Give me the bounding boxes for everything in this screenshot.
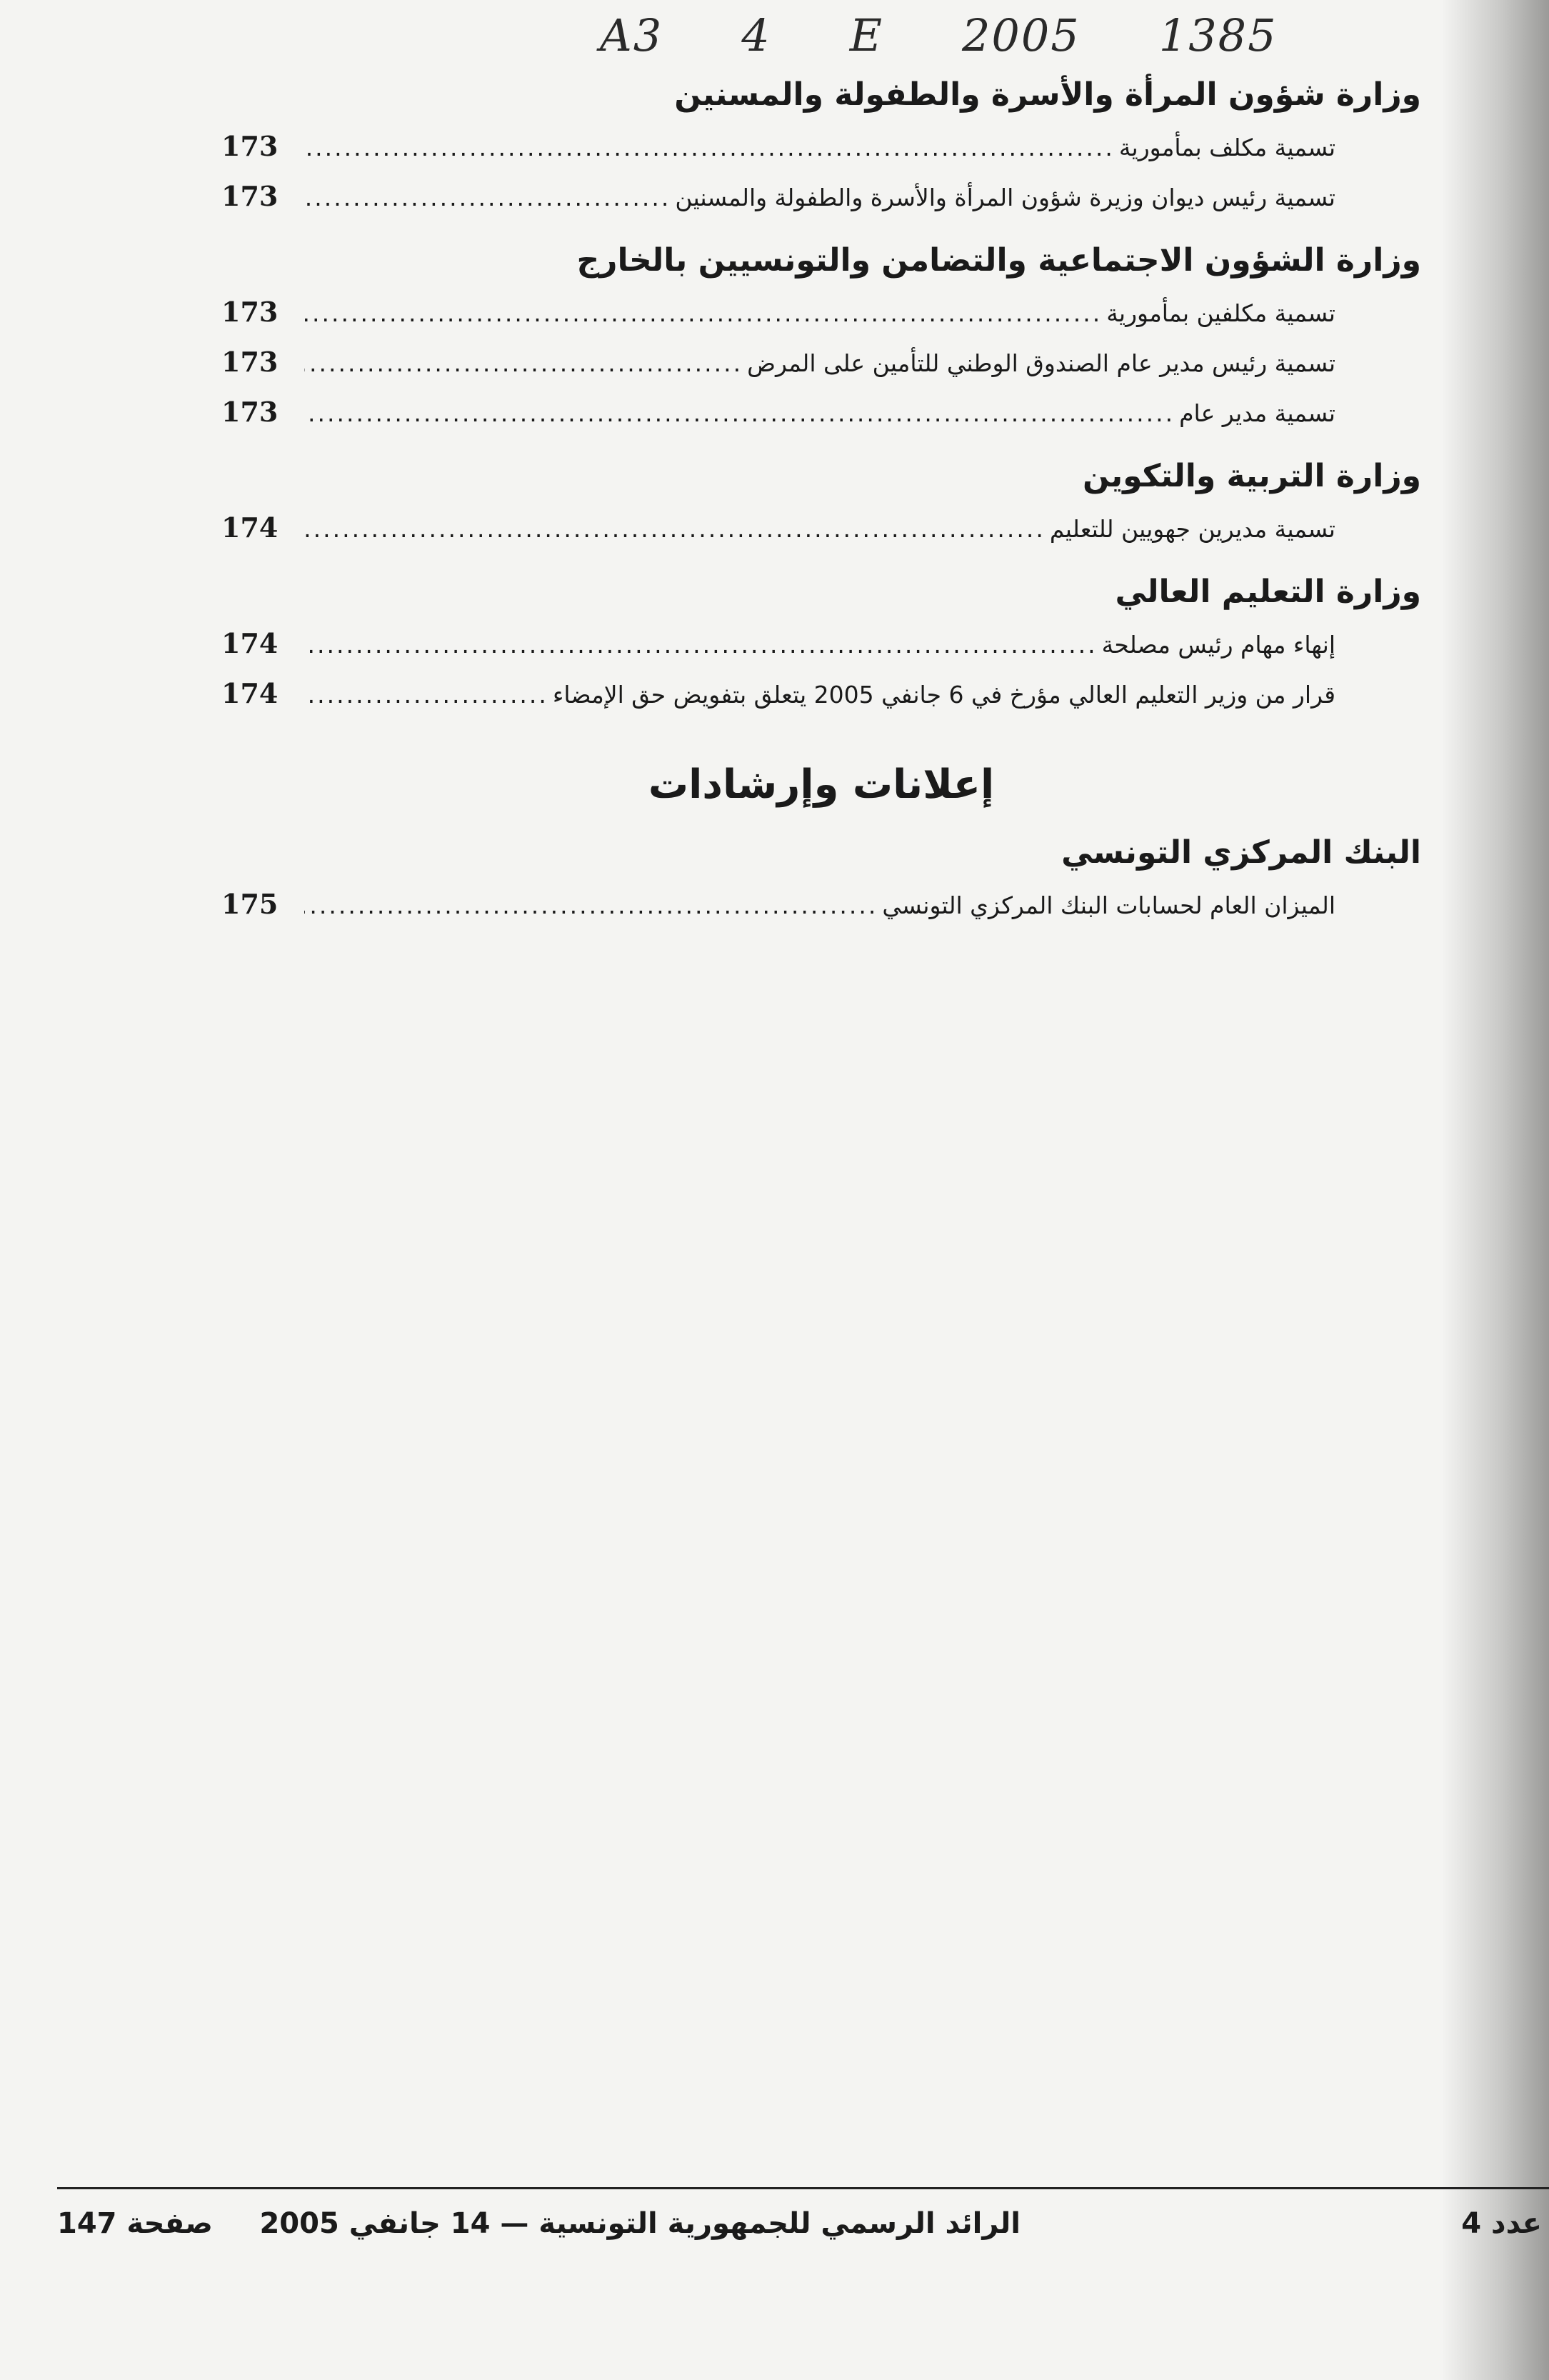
toc-entry-page: 175 <box>221 888 279 920</box>
toc-entry[interactable] <box>221 171 1421 221</box>
toc-entry-title: قرار من وزير التعليم العالي مؤرخ في 6 جانفي 2005 يتعلق بتفويض حق الإمضاء <box>552 681 1335 709</box>
dot-leader <box>304 504 1046 554</box>
issue-number: عدد 4 <box>1461 2207 1542 2240</box>
dot-leader <box>304 173 671 223</box>
dot-leader <box>304 389 1175 439</box>
dot-leader <box>304 123 1115 173</box>
dot-leader <box>304 670 548 720</box>
toc-entry[interactable] <box>221 879 1421 929</box>
handwritten-note-item: 2005 <box>961 9 1081 61</box>
page-footer <box>57 2207 1549 2257</box>
ministry-heading: وزارة الشؤون الاجتماعية والتضامن والتونسيين بالخارج <box>576 242 1421 279</box>
toc-entry[interactable] <box>221 121 1421 171</box>
toc-entry-page: 174 <box>221 627 279 659</box>
toc-entry[interactable] <box>221 287 1421 337</box>
toc-entry[interactable] <box>221 619 1421 669</box>
announcements-title: إعلانات وإرشادات <box>648 761 995 808</box>
dot-leader <box>304 339 743 389</box>
toc-entry-page: 173 <box>221 130 279 162</box>
ministry-heading: وزارة التعليم العالي <box>1115 574 1421 610</box>
table-of-contents <box>221 56 1421 929</box>
dot-leader <box>304 620 1098 670</box>
footer-divider <box>57 2187 1549 2189</box>
toc-entry-title: تسمية مكلف بمأمورية <box>1118 134 1335 161</box>
toc-entry-title: تسمية مكلفين بمأمورية <box>1106 299 1335 327</box>
handwritten-note-item: E <box>849 9 883 61</box>
toc-entry-page: 173 <box>221 346 279 378</box>
toc-entry-page: 173 <box>221 396 279 428</box>
toc-entry-title: الميزان العام لحسابات البنك المركزي التونسي <box>882 891 1335 919</box>
toc-entry-title: تسمية مدير عام <box>1179 399 1335 427</box>
page-edge-shadow <box>1442 0 1549 2380</box>
toc-entry-page: 173 <box>221 180 279 212</box>
toc-entry-page: 174 <box>221 511 279 544</box>
toc-entry-title: تسمية مديرين جهويين للتعليم <box>1049 515 1335 543</box>
handwritten-note-item: A3 <box>600 9 663 61</box>
ministry-heading: وزارة التربية والتكوين <box>1082 458 1421 494</box>
handwritten-note-item: 4 <box>741 9 771 61</box>
toc-entry-title: إنهاء مهام رئيس مصلحة <box>1101 631 1335 659</box>
dot-leader <box>304 289 1102 339</box>
handwritten-note-item: 1385 <box>1158 9 1278 61</box>
toc-entry-page: 174 <box>221 677 279 709</box>
toc-entry[interactable] <box>221 503 1421 553</box>
ministry-heading: وزارة شؤون المرأة والأسرة والطفولة والمسنين <box>674 76 1421 113</box>
toc-entry-title: تسمية رئيس ديوان وزيرة شؤون المرأة والأسرة والطفولة والمسنين <box>675 184 1335 211</box>
dot-leader <box>304 881 878 931</box>
toc-entry-title: تسمية رئيس مدير عام الصندوق الوطني للتأمين على المرض <box>747 349 1335 377</box>
toc-entry[interactable] <box>221 387 1421 437</box>
toc-entry[interactable] <box>221 669 1421 719</box>
ministry-heading: البنك المركزي التونسي <box>1061 834 1421 871</box>
page-number: صفحة 147 <box>57 2207 213 2240</box>
toc-entry[interactable] <box>221 337 1421 387</box>
toc-entry-page: 173 <box>221 296 279 328</box>
journal-title: الرائد الرسمي للجمهورية التونسية — 14 جانفي 2005 <box>259 2207 1021 2240</box>
